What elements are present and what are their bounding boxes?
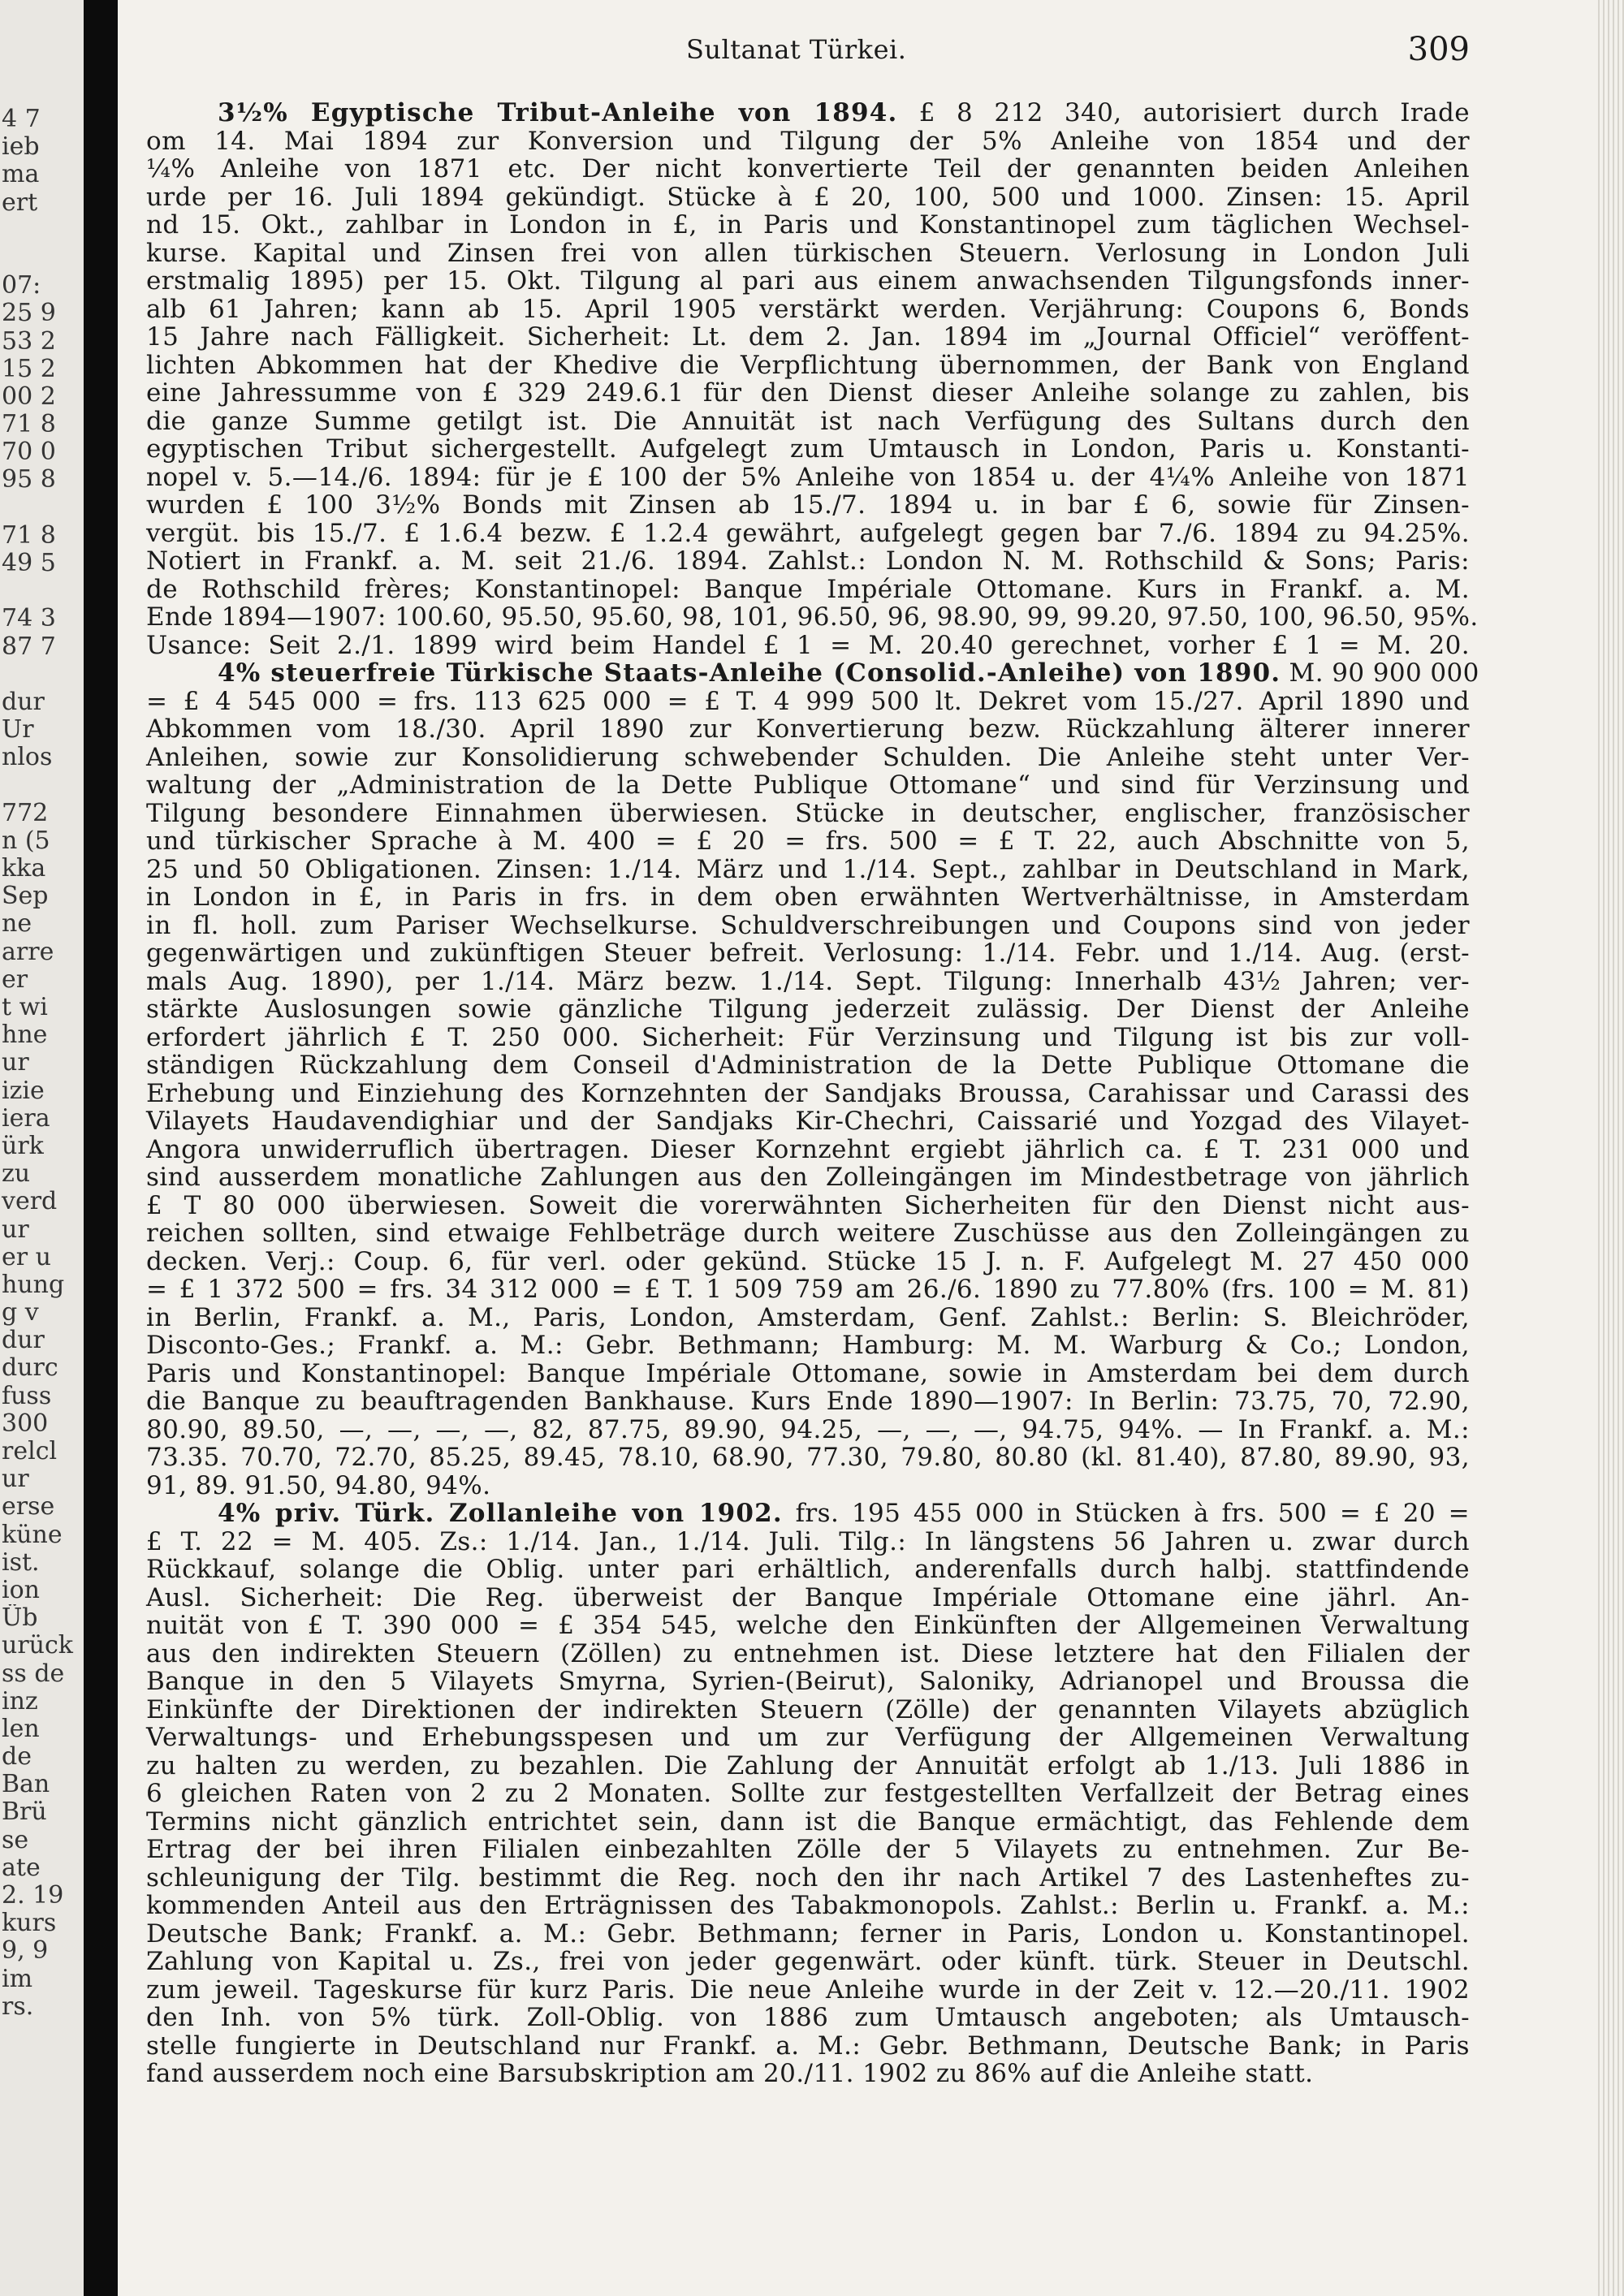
text-line: ¼% Anleihe von 1871 etc. Der nicht konvertierte Teil der genannten beiden Anleihen <box>146 154 1470 183</box>
adjacent-page-fragment: 00 2 <box>2 382 56 411</box>
text-line: Usance: Seit 2./1. 1899 wird beim Handel £ 1 = M. 20.40 gerechnet, vorher £ 1 = M. 20. <box>146 630 1470 660</box>
adjacent-page-fragment: hung <box>2 1271 65 1299</box>
text-line: und türkischer Sprache à M. 400 = £ 20 = frs. 500 = £ T. 22, auch Abschnitte von 5, <box>146 826 1470 856</box>
text-line: Termins nicht gänzlich entrichtet sein, dann ist die Banque ermächtigt, das Fehlende dem <box>146 1806 1470 1836</box>
adjacent-page-fragment: iera <box>2 1104 50 1133</box>
text-line: lichten Abkommen hat der Khedive die Verpflichtung übernommen, der Bank von England <box>146 350 1470 380</box>
adjacent-page-fragment: ert <box>2 188 38 217</box>
adjacent-page-fragment: Brü <box>2 1798 47 1827</box>
text-line: 73.35. 70.70, 72.70, 85.25, 89.45, 78.10, 68.90, 77.30, 79.80, 80.80 (kl. 81.40), 87.80, 89.90, 93, <box>146 1443 1470 1472</box>
adjacent-page-fragment: Ban <box>2 1771 50 1799</box>
running-title: Sultanat Türkei. <box>686 34 907 65</box>
section-heading: 4% steuerfreie Türkische Staats-Anleihe (Consolid.-Anleihe) von 1890. <box>218 658 1281 688</box>
text-line: ständigen Rückzahlung dem Conseil d'Administration de la Dette Publique Ottomane die <box>146 1051 1470 1080</box>
adjacent-page-fragment: ma <box>2 161 40 189</box>
section-customs-loan-1902 <box>146 1500 1470 2088</box>
text-line: kommenden Anteil aus den Erträgnissen des Tabakmonopols. Zahlst.: Berlin u. Frankf. a. M.: <box>146 1891 1470 1920</box>
text-line: den Inh. von 5% türk. Zoll-Oblig. von 1886 zum Umtausch angeboten; als Umtausch- <box>146 2003 1470 2032</box>
adjacent-page-fragment: 9, 9 <box>2 1937 49 1966</box>
adjacent-page-fragment: rs. <box>2 1992 34 2021</box>
section-heading: 3½% Egyptische Tribut-Anleihe von 1894. <box>218 98 898 127</box>
text-line: wurden £ 100 3½% Bonds mit Zinsen ab 15./7. 1894 u. in bar £ 6, sowie für Zinsen- <box>146 490 1470 520</box>
text-line: Vilayets Haudavendighiar und der Sandjaks Kir-Chechri, Caissarié und Yozgad des Vilayet- <box>146 1107 1470 1136</box>
adjacent-page-fragment: ur <box>2 1215 29 1244</box>
text-line: die Banque zu beauftragenden Bankhause. Kurs Ende 1890—1907: In Berlin: 73.75, 70, 72.90, <box>146 1387 1470 1416</box>
adjacent-page-fragment: 300 <box>2 1409 49 1438</box>
text-line: eine Jahressumme von £ 329 249.6.1 für den Dienst dieser Anleihe solange zu zahlen, bis <box>146 378 1470 408</box>
text-line: nd 15. Okt., zahlbar in London in £, in Paris und Konstantinopel zum täglichen Wechsel- <box>146 210 1470 240</box>
text-line: in London in £, in Paris in frs. in dem oben erwähnten Wertverhältnisse, in Amsterdam <box>146 883 1470 912</box>
adjacent-page-fragment: erse <box>2 1493 55 1521</box>
adjacent-page-fragment: 87 7 <box>2 632 56 661</box>
text-line: Disconto-Ges.; Frankf. a. M.: Gebr. Bethmann; Hamburg: M. M. Warburg & Co.; London, <box>146 1331 1470 1360</box>
text-line: Ertrag der bei ihren Filialen einbezahlten Zölle der 5 Vilayets zu entnehmen. Zur Be- <box>146 1835 1470 1864</box>
adjacent-page-fragment: fuss <box>2 1382 52 1410</box>
adjacent-page-fragment: ne <box>2 910 32 939</box>
text-line: Zahlung von Kapital u. Zs., frei von jeder gegenwärt. oder künft. türk. Steuer in Deutschl. <box>146 1947 1470 1976</box>
adjacent-page-fragment: ate <box>2 1854 41 1882</box>
adjacent-page-fragment: de <box>2 1743 32 1772</box>
text-line: stärkte Auslosungen sowie gänzliche Tilgung jederzeit zulässig. Der Dienst der Anleihe <box>146 995 1470 1024</box>
text-line: Erhebung und Einziehung des Kornzehnten der Sandjaks Broussa, Carahissar und Carassi des <box>146 1078 1470 1108</box>
line-text: frs. 195 455 000 in Stücken à frs. 500 = £ 20 = <box>795 1499 1470 1528</box>
adjacent-page-fragment: Sep <box>2 883 49 911</box>
text-line <box>146 658 1479 688</box>
page-number: 309 <box>1407 31 1470 68</box>
adjacent-page-fragment: er u <box>2 1243 51 1271</box>
adjacent-page-fragment: ur <box>2 1049 29 1077</box>
text-line: aus den indirekten Steuern (Zöllen) zu entnehmen ist. Diese letztere hat den Filialen der <box>146 1638 1470 1668</box>
adjacent-page-fragment: Üb <box>2 1604 38 1633</box>
text-line: fand ausserdem noch eine Barsubskription am 20./11. 1902 zu 86% auf die Anleihe statt. <box>146 2059 1314 2088</box>
adjacent-page-fragment <box>0 217 81 244</box>
text-line: in Berlin, Frankf. a. M., Paris, London, Amsterdam, Genf. Zahlst.: Berlin: S. Bleichröder, <box>146 1302 1470 1332</box>
text-line: nuität von £ T. 390 000 = £ 354 545, welche den Einkünften der Allgemeinen Verwaltung <box>146 1611 1470 1640</box>
text-line: erfordert jährlich £ T. 250 000. Sicherheit: Für Verzinsung und Tilgung ist bis zur voll- <box>146 1022 1470 1052</box>
adjacent-page-fragment: 25 9 <box>2 300 56 328</box>
text-line: schleunigung der Tilg. bestimmt die Reg. noch den ihr nach Artikel 7 des Lastenheftes zu- <box>146 1862 1470 1892</box>
adjacent-page-fragment: arre <box>2 938 54 966</box>
text-line: Rückkauf, solange die Oblig. unter pari erhältlich, anderenfalls durch halbj. stattfindende <box>146 1555 1470 1584</box>
text-line: de Rothschild frères; Konstantinopel: Banque Impériale Ottomane. Kurs in Frankf. a. M. <box>146 574 1470 604</box>
text-line: waltung der „Administration de la Dette Publique Ottomane“ und sind für Verzinsung und <box>146 770 1470 800</box>
text-line: 91, 89. 91.50, 94.80, 94%. <box>146 1470 491 1500</box>
text-line: zum jeweil. Tageskurse für kurz Paris. Die neue Anleihe wurde in der Zeit v. 12.—20./11. 1902 <box>146 1974 1470 2005</box>
adjacent-page-fragment: im <box>2 1965 33 1993</box>
text-column <box>146 98 1479 2088</box>
adjacent-page-fragment: 53 2 <box>2 327 56 356</box>
text-line: Notiert in Frankf. a. M. seit 21./6. 1894. Zahlst.: London N. M. Rothschild & Sons; Paris: <box>146 546 1470 576</box>
text-line: vergüt. bis 15./7. £ 1.6.4 bezw. £ 1.2.4 gewährt, aufgelegt gegen bar 7./6. 1894 zu 94.25%. <box>146 518 1470 548</box>
adjacent-page-fragment: relcl <box>2 1438 58 1465</box>
adjacent-page-fragment: hne <box>2 1021 48 1050</box>
text-line: sind ausserdem monatliche Zahlungen aus den Zolleingängen im Mindestbetrage von jährlich <box>146 1163 1470 1192</box>
adjacent-page-fragment: ieb <box>2 133 40 162</box>
text-line: Tilgung besondere Einnahmen überwiesen. Stücke in deutscher, englischer, französischer <box>146 798 1470 828</box>
adjacent-page-fragment: n (5 <box>2 826 50 855</box>
text-line: egyptischen Tribut sichergestellt. Aufgelegt zum Umtausch in London, Paris u. Konstanti- <box>146 434 1470 464</box>
adjacent-page-fragment: se <box>2 1826 29 1854</box>
adjacent-page-fragment: inz <box>2 1687 38 1716</box>
adjacent-page-fragment: 2. 19 <box>2 1882 64 1910</box>
adjacent-page-fragment: er <box>2 965 28 994</box>
line-text: M. 90 900 000 <box>1289 658 1479 688</box>
text-line: gegenwärtigen und zukünftigen Steuer befreit. Verlosung: 1./14. Febr. und 1./14. Aug. (erst- <box>146 939 1470 968</box>
adjacent-page-fragment: 70 0 <box>2 438 56 467</box>
adjacent-page-fragment: kka <box>2 855 46 883</box>
adjacent-page-fragment: ion <box>2 1576 40 1604</box>
text-line <box>146 1500 1470 1528</box>
right-page-edge <box>1598 0 1624 2296</box>
text-line: mals Aug. 1890), per 1./14. März bezw. 1./14. Sept. Tilgung: Innerhalb 43½ Jahren; ver- <box>146 966 1470 996</box>
adjacent-page-fragment: küne <box>2 1521 63 1549</box>
adjacent-page-fragment: 49 5 <box>2 550 56 577</box>
adjacent-page-fragment <box>0 244 81 272</box>
page-header <box>146 31 1470 80</box>
text-line: Verwaltungs- und Erhebungsspesen und um zur Verfügung der Allgemeinen Verwaltung <box>146 1723 1470 1752</box>
adjacent-page-fragment: 772 <box>2 799 49 827</box>
adjacent-page-fragment: len <box>2 1715 40 1743</box>
text-line: 15 Jahre nach Fälligkeit. Sicherheit: Lt. dem 2. Jan. 1894 im „Journal Officiel“ veröffent- <box>146 322 1470 352</box>
text-line: Banque in den 5 Vilayets Smyrna, Syrien-(Beirut), Saloniky, Adrianopel und Broussa die <box>146 1667 1470 1696</box>
section-consolidated-loan-1890 <box>146 658 1479 1500</box>
adjacent-page-fragment: 71 8 <box>2 521 56 550</box>
text-line: = £ 4 545 000 = frs. 113 625 000 = £ T. 4 999 500 lt. Dekret vom 15./27. April 1890 und <box>146 686 1470 716</box>
text-line: kurse. Kapital und Zinsen frei von allen türkischen Steuern. Verlosung in London Juli <box>146 238 1470 268</box>
section-egyptian-tribute-loan <box>146 98 1479 660</box>
adjacent-page-fragment: ist. <box>2 1548 40 1577</box>
adjacent-page-text <box>0 106 81 2216</box>
text-line: alb 61 Jahren; kann ab 15. April 1905 verstärkt werden. Verjährung: Coupons 6, Bonds <box>146 294 1470 324</box>
adjacent-page-fragment: durc <box>2 1354 58 1383</box>
text-line: decken. Verj.: Coup. 6, für verl. oder gekünd. Stücke 15 J. n. F. Aufgelegt M. 27 450 000 <box>146 1246 1470 1276</box>
adjacent-page-fragment: 4 7 <box>2 106 41 133</box>
adjacent-page-fragment: Ur <box>2 716 34 744</box>
adjacent-page-fragment: nlos <box>2 744 53 772</box>
section-heading: 4% priv. Türk. Zollanleihe von 1902. <box>218 1499 783 1528</box>
text-line: 6 gleichen Raten von 2 zu 2 Monaten. Sollte zur festgestellten Verfallzeit der Betrag eines <box>146 1779 1470 1808</box>
adjacent-page-fragment: t wi <box>2 994 48 1021</box>
adjacent-page-fragment: 74 3 <box>2 605 56 633</box>
text-line: Deutsche Bank; Frankf. a. M.: Gebr. Bethmann; ferner in Paris, London u. Konstantinopel. <box>146 1918 1470 1949</box>
text-line: erstmalig 1895) per 15. Okt. Tilgung al pari aus einem anwachsenden Tilgungsfonds inner- <box>146 266 1470 296</box>
adjacent-page-fragment: ur <box>2 1465 29 1494</box>
adjacent-page-fragment <box>0 772 81 800</box>
text-line: Einkünfte der Direktionen der indirekten Steuern (Zölle) der genannten Vilayets abzüglich <box>146 1694 1470 1724</box>
text-line: om 14. Mai 1894 zur Konversion und Tilgung der 5% Anleihe von 1854 und der <box>146 126 1470 156</box>
adjacent-page-fragment: 95 8 <box>2 466 56 494</box>
text-line: Abkommen vom 18./30. April 1890 zur Konvertierung bezw. Rückzahlung älterer innerer <box>146 714 1470 744</box>
adjacent-page-fragment: 15 2 <box>2 355 56 383</box>
adjacent-page-fragment <box>0 661 81 688</box>
text-line: die ganze Summe getilgt ist. Die Annuität ist nach Verfügung des Sultans durch den <box>146 406 1470 436</box>
text-line: Angora unwiderruflich übertragen. Dieser Kornzehnt ergiebt jährlich ca. £ T. 231 000 und <box>146 1134 1470 1164</box>
adjacent-page-fragment: g v <box>2 1299 39 1327</box>
text-line: £ T 80 000 überwiesen. Soweit die vorerwähnten Sicherheiten für den Dienst nicht aus- <box>146 1190 1470 1220</box>
text-line: Paris und Konstantinopel: Banque Impériale Ottomane, sowie in Amsterdam bei dem durch <box>146 1358 1470 1388</box>
text-line: 80.90, 89.50, —, —, —, —, 82, 87.75, 89.90, 94.25, —, —, —, 94.75, 94%. — In Frankf. a. M.: <box>146 1414 1470 1444</box>
adjacent-page-fragment: dur <box>2 1327 45 1355</box>
adjacent-page-fragment <box>0 494 81 522</box>
adjacent-page-fragment: urück <box>2 1632 73 1660</box>
text-line: Anleihen, sowie zur Konsolidierung schwebender Schulden. Die Anleihe steht unter Ver- <box>146 742 1470 772</box>
adjacent-page-fragment: kurs <box>2 1910 57 1938</box>
text-line: stelle fungierte in Deutschland nur Frankf. a. M.: Gebr. Bethmann, Deutsche Bank; in Paris <box>146 2031 1470 2061</box>
adjacent-page-fragment: izie <box>2 1077 45 1105</box>
text-line <box>146 99 1470 127</box>
text-line: 25 und 50 Obligationen. Zinsen: 1./14. März und 1./14. Sept., zahlbar in Deutschland in Mark, <box>146 854 1470 884</box>
text-line: nopel v. 5.—14./6. 1894: für je £ 100 der 5% Anleihe von 1854 u. der 4¼% Anleihe von 1871 <box>146 462 1470 492</box>
text-line: zu halten zu werden, zu bezahlen. Die Zahlung der Annuität erfolgt ab 1./13. Juli 1886 in <box>146 1750 1470 1780</box>
text-line: Ende 1894—1907: 100.60, 95.50, 95.60, 98, 101, 96.50, 96, 98.90, 99, 99.20, 97.50, 100, 96.50, 95%. <box>146 602 1479 632</box>
text-line: £ T. 22 = M. 405. Zs.: 1./14. Jan., 1./14. Juli. Tilg.: In längstens 56 Jahren u. zwar durch <box>146 1526 1470 1556</box>
line-text: £ 8 212 340, autorisiert durch Irade <box>918 98 1470 127</box>
adjacent-page-fragment: dur <box>2 688 45 716</box>
text-line: = £ 1 372 500 = frs. 34 312 000 = £ T. 1 509 759 am 26./6. 1890 zu 77.80% (frs. 100 = M. 81) <box>146 1275 1470 1304</box>
text-line: in fl. holl. zum Pariser Wechselkurse. Schuldverschreibungen und Coupons sind von jeder <box>146 910 1470 940</box>
adjacent-page-fragment: verd <box>2 1188 58 1216</box>
adjacent-page-fragment: ss de <box>2 1659 65 1688</box>
adjacent-page-fragment: zu <box>2 1160 31 1189</box>
adjacent-page-fragment: 71 8 <box>2 411 56 439</box>
text-line: urde per 16. Juli 1894 gekündigt. Stücke à £ 20, 100, 500 und 1000. Zinsen: 15. April <box>146 182 1470 212</box>
text-line: Ausl. Sicherheit: Die Reg. überweist der Banque Impériale Ottomane eine jährl. An- <box>146 1582 1470 1612</box>
text-line: reichen sollten, sind etwaige Fehlbeträge durch weitere Zuschüsse aus den Zolleingängen zu <box>146 1219 1470 1248</box>
adjacent-page-fragment: 07: <box>2 272 41 300</box>
adjacent-page-fragment <box>0 577 81 605</box>
binding-shadow <box>84 0 118 2296</box>
adjacent-page-fragment: ürk <box>2 1132 44 1160</box>
